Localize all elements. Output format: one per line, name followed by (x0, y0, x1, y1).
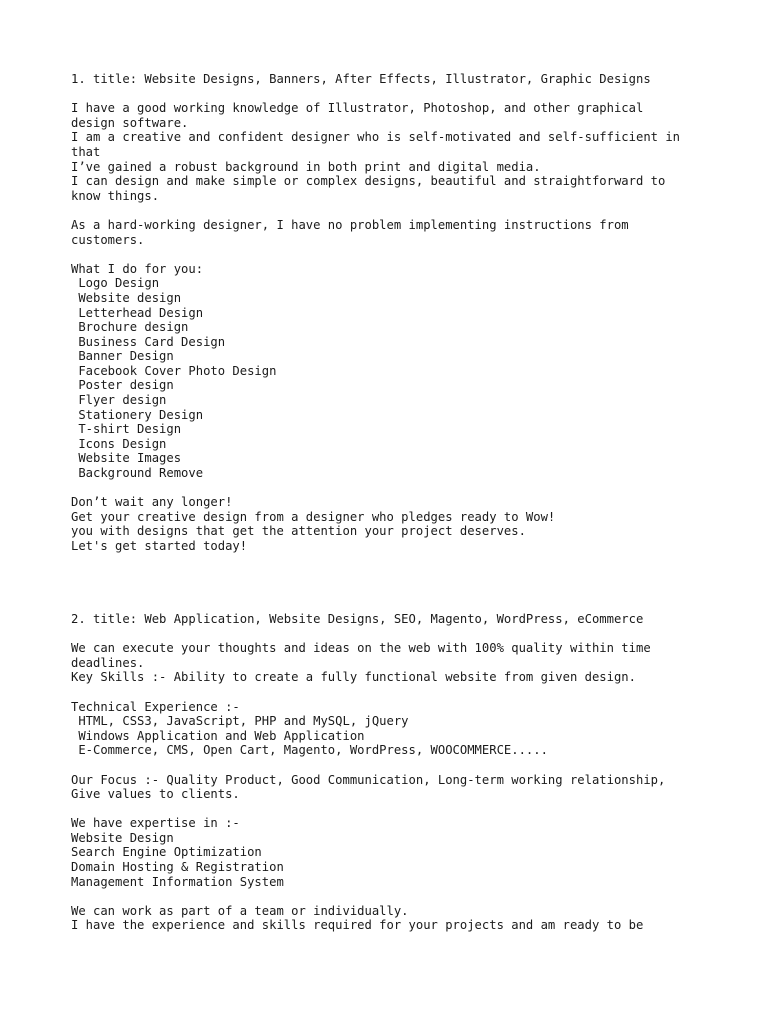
text-line: We can work as part of a team or individually. (71, 903, 409, 918)
document-page (71, 72, 731, 933)
list-item: Windows Application and Web Application (71, 728, 365, 743)
text-line: design software. (71, 115, 189, 130)
text-line: that (71, 144, 101, 159)
section-1-closing (71, 495, 731, 553)
list-item: Flyer design (71, 393, 167, 408)
spacer (71, 627, 731, 642)
text-line: As a hard-working designer, I have no problem implementing instructions from (71, 217, 629, 232)
text-line: I’ve gained a robust background in both print and digital media. (71, 159, 541, 174)
spacer (71, 889, 731, 904)
list-item: Brochure design (71, 320, 189, 335)
text-line: customers. (71, 232, 145, 247)
text-line: Let's get started today! (71, 539, 248, 553)
list-item: E-Commerce, CMS, Open Cart, Magento, WordPress, WOOCOMMERCE..... (71, 743, 548, 758)
text-line: I have the experience and skills required for your projects and am ready to be (71, 918, 644, 933)
section-gap (71, 554, 731, 612)
list-item: Poster design (71, 378, 174, 393)
list-item: Website Design (71, 830, 174, 845)
list-item: Search Engine Optimization (71, 845, 262, 860)
section-1-title: 1. title: Website Designs, Banners, After Effects, Illustrator, Graphic Designs (71, 72, 651, 86)
text-line: know things. (71, 188, 160, 203)
spacer (71, 685, 731, 700)
text-line: you with designs that get the attention your project deserves. (71, 524, 526, 539)
list-item: Logo Design (71, 276, 160, 291)
section-2-intro (71, 641, 731, 685)
section-2 (71, 612, 731, 933)
spacer (71, 247, 731, 262)
section-1-intro (71, 101, 731, 203)
text-line: I can design and make simple or complex designs, beautiful and straightforward to (71, 174, 666, 189)
list-item: Icons Design (71, 436, 167, 451)
section-1 (71, 72, 731, 554)
services-heading: What I do for you: (71, 261, 204, 276)
list-item: Letterhead Design (71, 305, 204, 320)
tech-heading: Technical Experience :- (71, 699, 240, 714)
list-item: Website Images (71, 451, 182, 466)
spacer (71, 87, 731, 102)
list-item: Business Card Design (71, 334, 226, 349)
text-line: I am a creative and confident designer who is self-motivated and self-sufficient in (71, 130, 681, 145)
services-list (71, 276, 731, 480)
list-item: Background Remove (71, 466, 204, 481)
list-item: Facebook Cover Photo Design (71, 363, 277, 378)
list-item: T-shirt Design (71, 422, 182, 437)
text-line: We can execute your thoughts and ideas on the web with 100% quality within time (71, 641, 651, 656)
list-item: HTML, CSS3, JavaScript, PHP and MySQL, jQuery (71, 714, 409, 729)
spacer (71, 758, 731, 773)
spacer (71, 481, 731, 496)
text-line: deadlines. (71, 655, 145, 670)
section-2-focus (71, 773, 731, 802)
tech-list (71, 714, 731, 758)
list-item: Domain Hosting & Registration (71, 860, 284, 875)
list-item: Management Information System (71, 874, 284, 889)
section-1-hardworking (71, 218, 731, 247)
expertise-list (71, 831, 731, 889)
section-2-title: 2. title: Web Application, Website Designs, SEO, Magento, WordPress, eCommerce (71, 611, 644, 626)
text-line: I have a good working knowledge of Illustrator, Photoshop, and other graphical (71, 101, 644, 116)
expertise-heading: We have expertise in :- (71, 816, 240, 831)
text-line: Our Focus :- Quality Product, Good Communication, Long-term working relationship, (71, 772, 666, 787)
text-line: Get your creative design from a designer who pledges ready to Wow! (71, 509, 556, 524)
list-item: Banner Design (71, 349, 174, 364)
list-item: Website design (71, 290, 182, 305)
list-item: Stationery Design (71, 407, 204, 422)
text-line: Give values to clients. (71, 787, 240, 802)
text-line: Don’t wait any longer! (71, 495, 233, 510)
spacer (71, 203, 731, 218)
text-line: Key Skills :- Ability to create a fully functional website from given design. (71, 670, 636, 685)
spacer (71, 802, 731, 817)
section-2-closing (71, 904, 731, 933)
